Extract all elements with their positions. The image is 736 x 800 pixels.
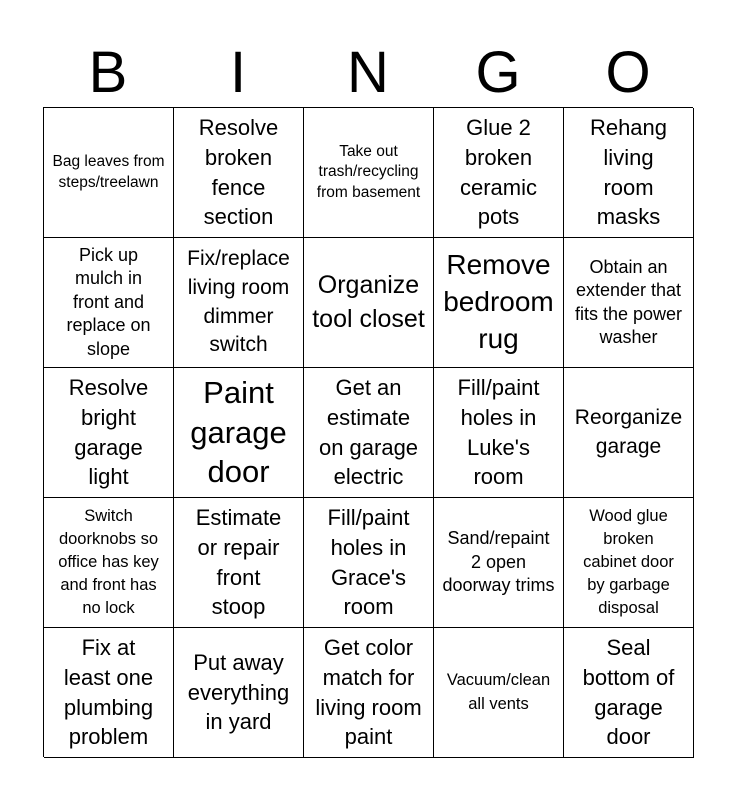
bingo-cell-text: Paint garage door (190, 375, 287, 490)
bingo-cell-text: Put away everything in yard (187, 649, 290, 735)
bingo-cell[interactable] (304, 498, 434, 628)
bingo-cell-text: Resolve bright garage light (68, 375, 149, 490)
bingo-cell[interactable] (434, 238, 564, 368)
bingo-cell[interactable] (44, 368, 174, 498)
bingo-cell-text: Wood glue broken cabinet door by garbage disposal (583, 506, 674, 618)
bingo-cell[interactable] (304, 368, 434, 498)
bingo-cell-text: Bag leaves from steps/treelawn (52, 153, 165, 191)
bingo-cell-text: Obtain an extender that fits the power washer (574, 256, 683, 347)
bingo-cell[interactable] (174, 498, 304, 628)
bingo-cell[interactable] (44, 108, 174, 238)
bingo-cell[interactable] (174, 368, 304, 498)
bingo-cell[interactable] (174, 108, 304, 238)
bingo-cell-text: Sand/repaint 2 open doorway trims (442, 528, 555, 596)
bingo-cell[interactable] (304, 628, 434, 758)
header-letter-b: B (88, 40, 128, 105)
bingo-cell[interactable] (434, 498, 564, 628)
bingo-cell-text: Fill/paint holes in Luke's room (457, 375, 540, 490)
bingo-cell[interactable] (564, 498, 694, 628)
bingo-cell[interactable] (44, 628, 174, 758)
bingo-cell[interactable] (174, 628, 304, 758)
bingo-cell-text: Estimate or repair front stoop (195, 505, 282, 620)
header-letter-n: N (347, 40, 389, 105)
bingo-cell[interactable] (434, 108, 564, 238)
bingo-cell-text: Get an estimate on garage electric (318, 375, 419, 490)
bingo-cell[interactable] (304, 238, 434, 368)
bingo-cell[interactable] (434, 368, 564, 498)
bingo-cell-text: Switch doorknobs so office has key and front has no lock (58, 506, 159, 618)
bingo-cell[interactable] (434, 628, 564, 758)
bingo-cell[interactable] (564, 108, 694, 238)
bingo-cell-text: Organize tool closet (312, 270, 425, 333)
bingo-cell[interactable] (564, 628, 694, 758)
bingo-cell[interactable] (174, 238, 304, 368)
bingo-cell[interactable] (44, 238, 174, 368)
bingo-cell-text: Glue 2 broken ceramic pots (459, 115, 537, 230)
bingo-cell-text: Remove bedroom rug (443, 249, 554, 354)
bingo-cell-text: Fill/paint holes in Grace's room (327, 505, 410, 620)
bingo-cell-text: Vacuum/clean all vents (446, 671, 551, 713)
bingo-cell-text: Resolve broken fence section (198, 115, 279, 230)
bingo-board (43, 107, 693, 757)
bingo-cell[interactable] (564, 368, 694, 498)
bingo-cell-text: Rehang living room masks (589, 115, 668, 230)
bingo-cell-text: Reorganize garage (574, 405, 683, 458)
bingo-header (43, 40, 693, 106)
bingo-cell[interactable] (304, 108, 434, 238)
bingo-cell-text: Seal bottom of garage door (582, 635, 675, 750)
bingo-cell-text: Pick up mulch in front and replace on slope (66, 245, 151, 359)
bingo-cell[interactable] (44, 498, 174, 628)
bingo-cell-text: Take out trash/recycling from basement (316, 142, 421, 201)
bingo-cell-text: Fix/replace living room dimmer switch (187, 246, 290, 357)
bingo-cell-text: Fix at least one plumbing problem (63, 635, 154, 750)
header-letter-o: O (605, 40, 651, 105)
header-letter-i: I (229, 40, 247, 105)
bingo-cell[interactable] (564, 238, 694, 368)
bingo-cell-text: Get color match for living room paint (315, 635, 422, 750)
header-letter-g: G (475, 40, 521, 105)
